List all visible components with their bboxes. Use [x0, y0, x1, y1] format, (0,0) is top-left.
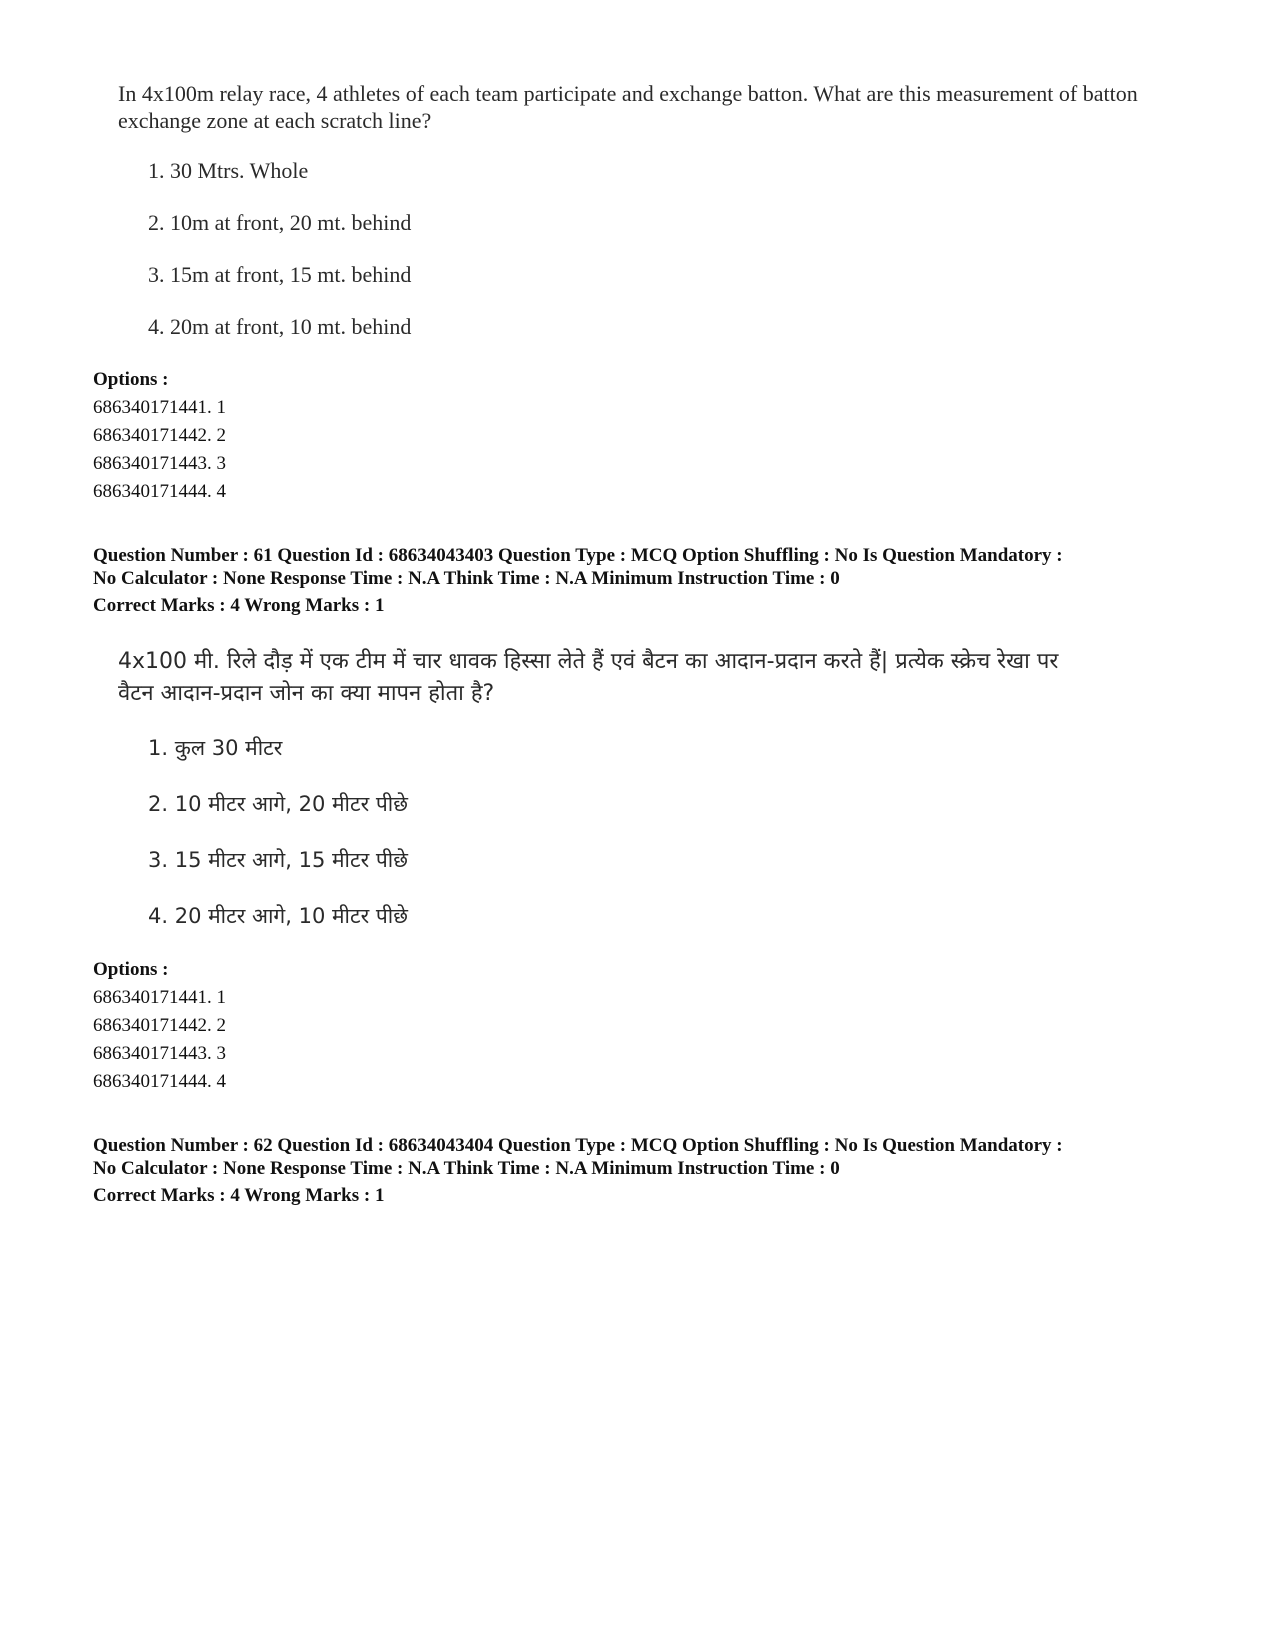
question-text-hindi [118, 646, 1198, 710]
question-meta-line-1: Question Number : 62 Question Id : 68634043404 Question Type : MCQ Option Shuffling : No Is Question Mandatory : [93, 1135, 1063, 1156]
choice-4: 4. 20m at front, 10 mt. behind [148, 314, 412, 339]
choice-hi-3: 3. 15 मीटर आगे, 15 मीटर पीछे [148, 848, 408, 872]
question-text: In 4x100m relay race, 4 athletes of each team participate and exchange batton. What are this measurement of batton exchange zone at each scratch line? [118, 81, 1138, 133]
choice-hi-2: 2. 10 मीटर आगे, 20 मीटर पीछे [148, 792, 408, 816]
option-id-4: 686340171444. 4 [93, 1071, 226, 1092]
option-id-1: 686340171441. 1 [93, 987, 226, 1008]
choice-1: 1. 30 Mtrs. Whole [148, 158, 309, 183]
choice-hi-1: 1. कुल 30 मीटर [148, 736, 283, 760]
option-id-1: 686340171441. 1 [93, 397, 226, 418]
marks-line: Correct Marks : 4 Wrong Marks : 1 [93, 595, 385, 616]
option-id-4: 686340171444. 4 [93, 481, 226, 502]
option-id-2: 686340171442. 2 [93, 425, 226, 446]
question-text-hindi-line-2: वैटन आदान-प्रदान जोन का क्या मापन होता है? [118, 681, 495, 706]
question-meta-line-2: No Calculator : None Response Time : N.A Think Time : N.A Minimum Instruction Time : 0 [93, 568, 840, 589]
option-id-3: 686340171443. 3 [93, 453, 226, 474]
options-label: Options : [93, 959, 169, 980]
question-meta [93, 544, 1203, 590]
question-meta-line-1: Question Number : 61 Question Id : 68634043403 Question Type : MCQ Option Shuffling : No Is Question Mandatory : [93, 545, 1063, 566]
choice-3: 3. 15m at front, 15 mt. behind [148, 262, 412, 287]
question-meta-line-2: No Calculator : None Response Time : N.A Think Time : N.A Minimum Instruction Time : 0 [93, 1158, 840, 1179]
choice-hi-4: 4. 20 मीटर आगे, 10 मीटर पीछे [148, 904, 408, 928]
option-id-2: 686340171442. 2 [93, 1015, 226, 1036]
option-id-3: 686340171443. 3 [93, 1043, 226, 1064]
choice-2: 2. 10m at front, 20 mt. behind [148, 210, 412, 235]
question-meta [93, 1134, 1203, 1180]
question-text-hindi-line-1: 4x100 मी. रिले दौड़ में एक टीम में चार धावक हिस्सा लेते हैं एवं बैटन का आदान-प्रदान करते हैं| प्रत्येक स्क्रेच रेखा पर [118, 649, 1059, 674]
marks-line: Correct Marks : 4 Wrong Marks : 1 [93, 1185, 385, 1206]
options-label: Options : [93, 369, 169, 390]
